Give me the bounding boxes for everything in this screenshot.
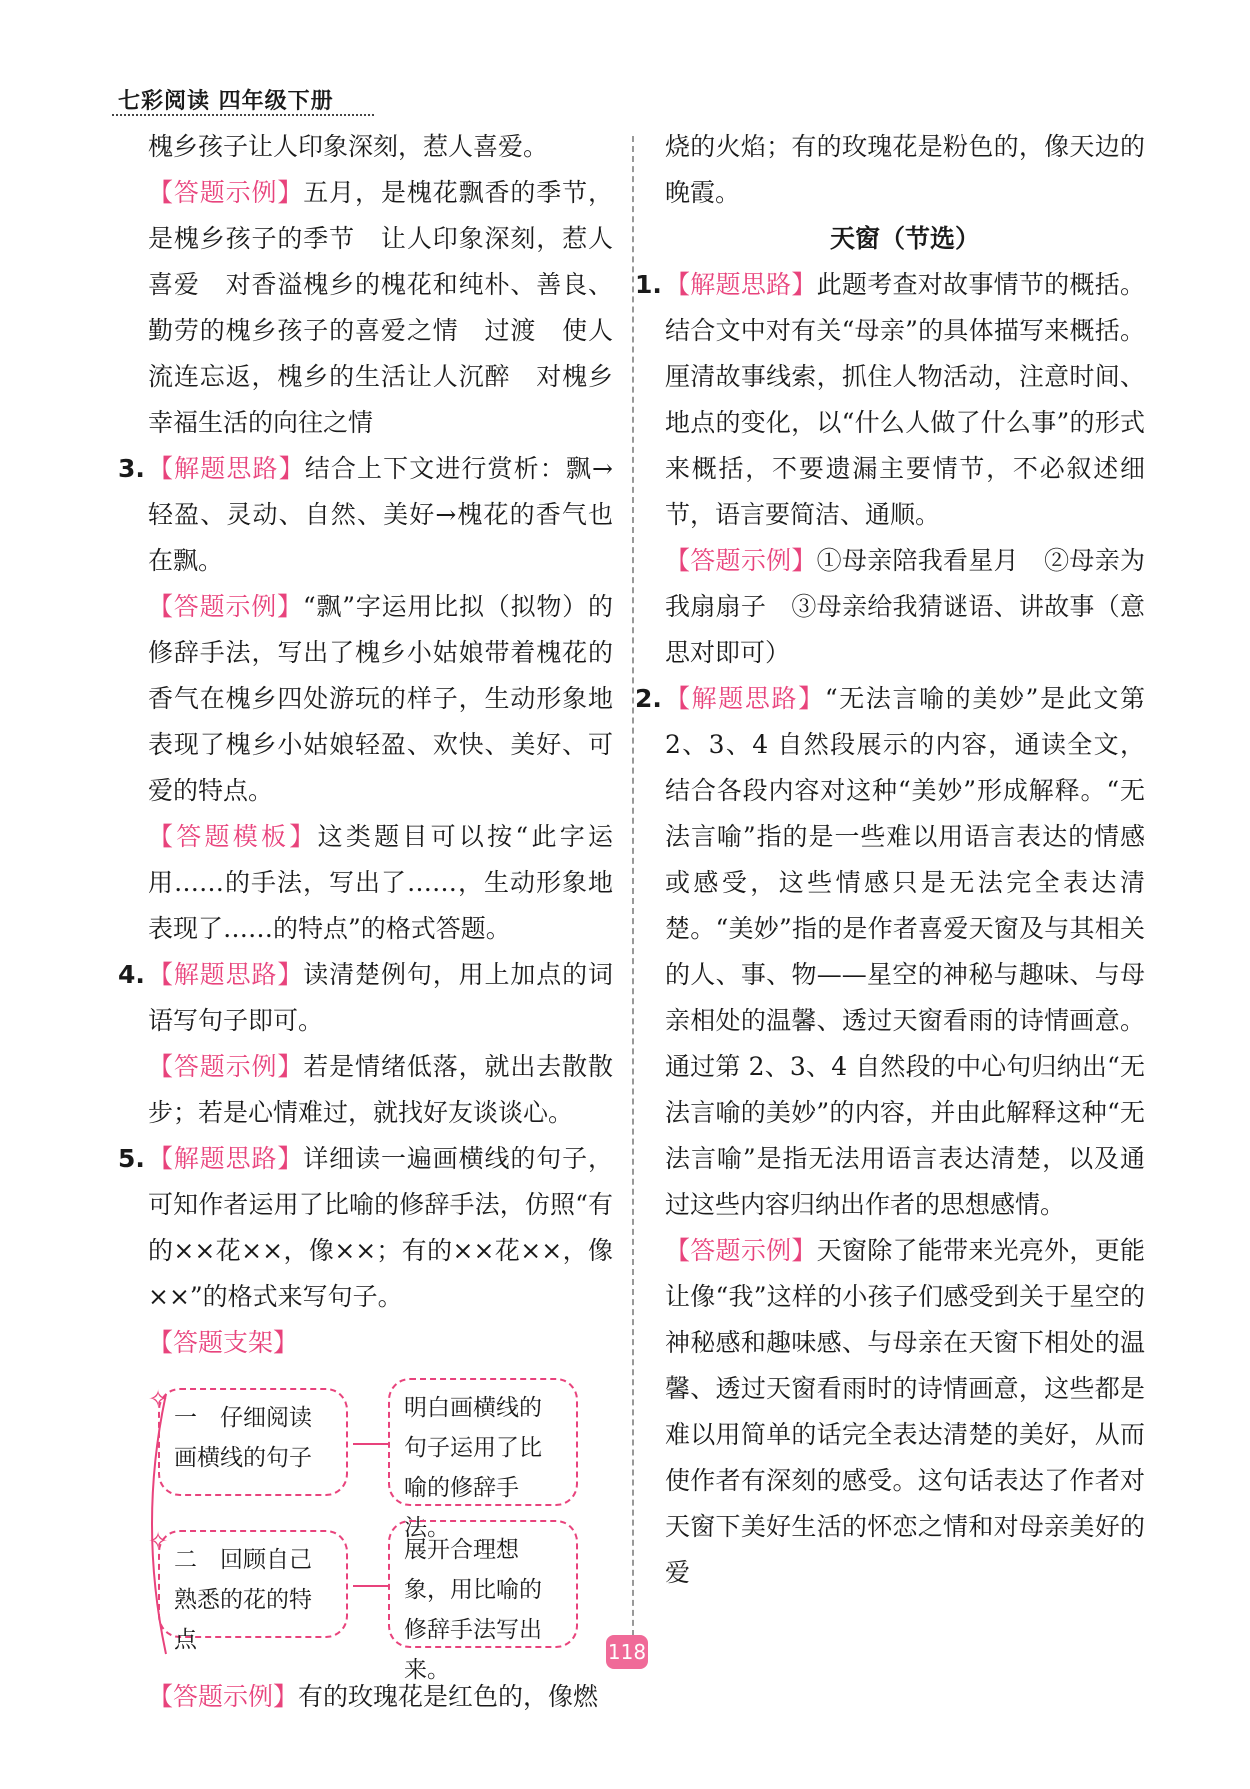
framework-step-2: 二 回顾自己熟悉的花的特点 bbox=[158, 1530, 348, 1638]
question-number: 4. bbox=[118, 960, 145, 989]
answer-example-tag: 【答题示例】 bbox=[665, 1236, 817, 1265]
text: 此题考查对故事情节的概括。结合文中对有关“母亲”的具体描写来概括。厘清故事线索，抓住人物活动，注意时间、地点的变化，以“什么人做了什么事”的形式来概括，不要遗漏主要情节，不必叙述细节，语言要简洁、通顺。 bbox=[665, 270, 1145, 529]
paragraph bbox=[148, 814, 613, 952]
solution-idea-tag: 【解题思路】 bbox=[148, 960, 304, 989]
paragraph bbox=[148, 1044, 613, 1136]
right-column bbox=[635, 124, 1145, 1596]
solution-idea-tag: 【解题思路】 bbox=[148, 1144, 304, 1173]
paragraph bbox=[148, 1320, 613, 1366]
text: “无法言喻的美妙”是此文第 2、3、4 自然段展示的内容，通读全文，结合各段内容对这种“美妙”形成解释。“无法言喻”指的是一些难以用语言表达的情感或感受，这些情感只是无法完全表达清楚。“美妙”指的是作者喜爱天窗及与其相关的人、事、物——星空的神秘与趣味、与母亲相处的温馨、透过天窗看雨的诗情画意。通过第 2、3、4 自然段的中心句归纳出“无法言喻的美妙”的内容，并由此解释这种“无法言喻”是指无法用语言表达清楚，以及通过这些内容归纳出作者的思想感情。 bbox=[665, 684, 1145, 1219]
header-rule bbox=[112, 114, 374, 116]
solution-idea-tag: 【解题思路】 bbox=[665, 684, 825, 713]
paragraph bbox=[665, 538, 1145, 676]
answer-framework-tag: 【答题支架】 bbox=[148, 1328, 299, 1357]
paragraph bbox=[665, 124, 1145, 216]
star-icon: ✧ bbox=[148, 1385, 169, 1413]
question-number: 3. bbox=[118, 454, 145, 483]
framework-result-2: 展开合理想象，用比喻的修辞手法写出来。 bbox=[388, 1520, 578, 1648]
question-number: 2. bbox=[635, 684, 662, 713]
answer-template-tag: 【答题模板】 bbox=[148, 822, 318, 851]
book-header: 七彩阅读 四年级下册 bbox=[118, 89, 334, 114]
answer-example-tag: 【答题示例】 bbox=[148, 1682, 299, 1711]
solution-idea-tag: 【解题思路】 bbox=[148, 454, 305, 483]
question-4 bbox=[118, 952, 613, 1044]
text: “飘”字运用比拟（拟物）的修辞手法，写出了槐乡小姑娘带着槐花的香气在槐乡四处游玩的样子，生动形象地表现了槐乡小姑娘轻盈、欢快、美好、可爱的特点。 bbox=[148, 592, 613, 805]
text: 天窗除了能带来光亮外，更能让像“我”这样的小孩子们感受到关于星空的神秘感和趣味感、与母亲在天窗下相处的温馨、透过天窗看雨时的诗情画意，这些都是难以用简单的话完全表达清楚的美好，从而使作者有深刻的感受。这句话表达了作者对天窗下美好生活的怀恋之情和对母亲美好的爱 bbox=[665, 1236, 1145, 1587]
answer-example-tag: 【答题示例】 bbox=[148, 592, 303, 621]
star-icon: ✧ bbox=[148, 1527, 169, 1555]
answer-framework-diagram bbox=[148, 1374, 613, 1683]
column-divider bbox=[632, 136, 634, 1656]
question-3 bbox=[118, 446, 613, 584]
answer-example-tag: 【答题示例】 bbox=[665, 546, 817, 575]
paragraph bbox=[148, 1674, 613, 1720]
text: 若是情绪低落，就出去散散步；若是心情难过，就找好友谈谈心。 bbox=[148, 1052, 613, 1127]
question-2 bbox=[635, 676, 1145, 1228]
answer-example-tag: 【答题示例】 bbox=[148, 1052, 304, 1081]
question-number: 5. bbox=[118, 1144, 145, 1173]
solution-idea-tag: 【解题思路】 bbox=[665, 270, 817, 299]
question-number: 1. bbox=[635, 270, 662, 299]
framework-step-1: 一 仔细阅读画横线的句子 bbox=[158, 1388, 348, 1496]
page-number: 118 bbox=[606, 1635, 648, 1669]
question-5 bbox=[118, 1136, 613, 1320]
text: 读清楚例句，用上加点的词语写句子即可。 bbox=[148, 960, 613, 1035]
left-column bbox=[118, 124, 613, 1720]
question-1 bbox=[635, 262, 1145, 538]
answer-example-tag: 【答题示例】 bbox=[148, 178, 304, 207]
text: 五月，是槐花飘香的季节，是槐乡孩子的季节 让人印象深刻，惹人喜爱 对香溢槐乡的槐花和纯朴、善良、勤劳的槐乡孩子的喜爱之情 过渡 使人流连忘返，槐乡的生活让人沉醉 对槐乡幸福生活的向往之情 bbox=[148, 178, 613, 437]
text: 详细读一遍画横线的句子，可知作者运用了比喻的修辞手法，仿照“有的××花××，像××；有的××花××，像××”的格式来写句子。 bbox=[148, 1144, 613, 1311]
paragraph bbox=[148, 584, 613, 814]
text: 烧的火焰；有的玫瑰花是粉色的，像天边的晚霞。 bbox=[665, 132, 1145, 207]
text: ①母亲陪我看星月 ②母亲为我扇扇子 ③母亲给我猜谜语、讲故事（意思对即可） bbox=[665, 546, 1145, 667]
text: 槐乡孩子让人印象深刻，惹人喜爱。 bbox=[148, 132, 549, 161]
text: 结合上下文进行赏析：飘→轻盈、灵动、自然、美好→槐花的香气也在飘。 bbox=[148, 454, 613, 575]
text: 这类题目可以按“此字运用……的手法，写出了……，生动形象地表现了……的特点”的格式答题。 bbox=[148, 822, 613, 943]
paragraph bbox=[665, 1228, 1145, 1596]
paragraph bbox=[148, 124, 613, 170]
text: 有的玫瑰花是红色的，像燃 bbox=[298, 1682, 599, 1711]
section-title: 天窗（节选） bbox=[829, 224, 980, 253]
framework-result-1: 明白画横线的句子运用了比喻的修辞手法。 bbox=[388, 1378, 578, 1506]
paragraph bbox=[148, 170, 613, 446]
